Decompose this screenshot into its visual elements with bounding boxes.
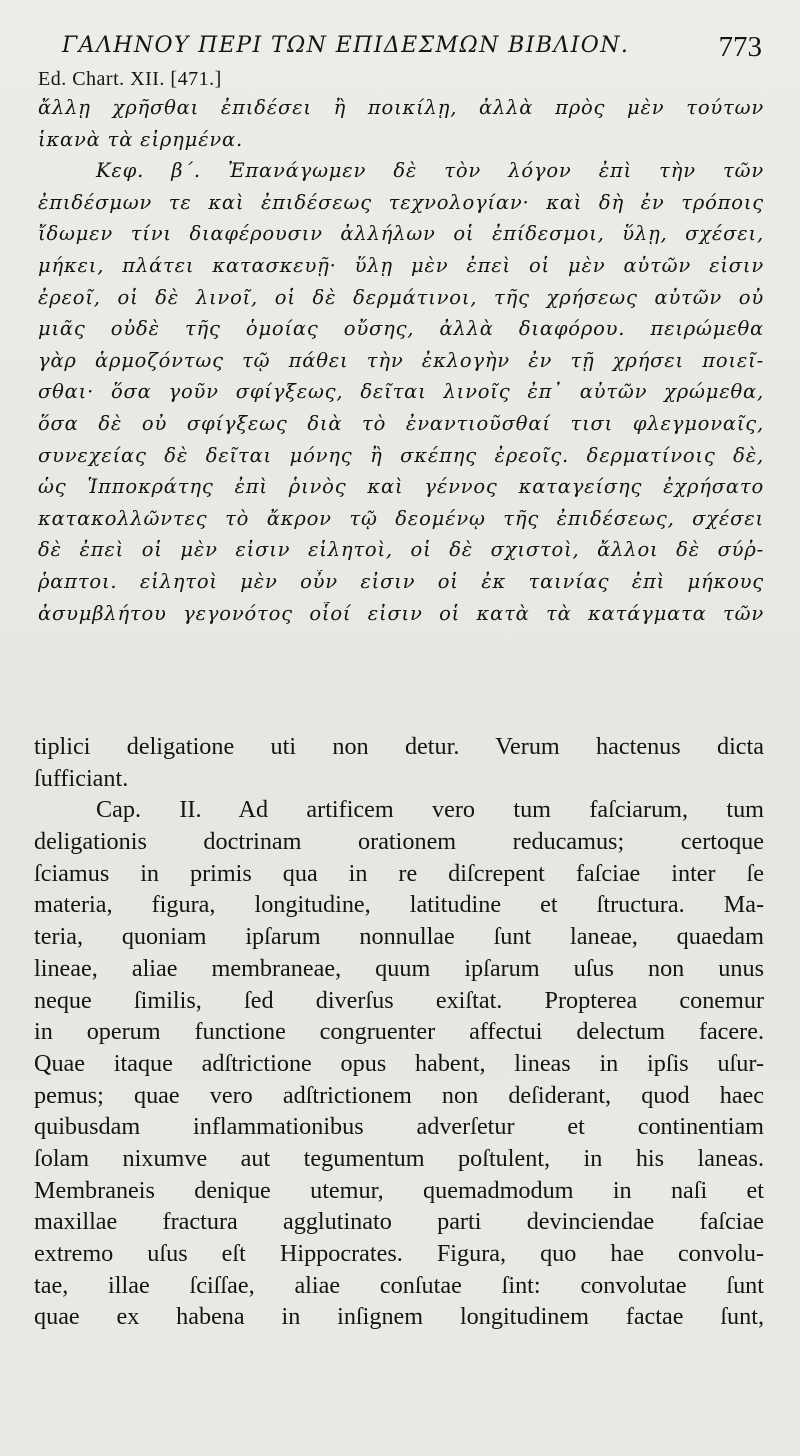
latin-line: tae, illae ſciſſae, aliae conſutae ſint: convolutae ſunt: [34, 1271, 764, 1299]
running-title: ΓΑΛΗΝΟΥ ΠΕΡΙ ΤΩΝ ΕΠΙΔΕΣΜΩΝ ΒΙΒΛΙΟΝ.: [62, 33, 630, 58]
greek-line: ἱκανὰ τὰ εἰρημένα.: [38, 127, 243, 151]
latin-line: lineae, aliae membraneae, quum ipſarum uſus non unus: [34, 954, 764, 982]
page-number: 773: [718, 31, 762, 63]
latin-line: quae ex habena in inſignem longitudinem factae ſunt,: [34, 1303, 764, 1331]
latin-line: Quae itaque adſtrictione opus habent, lineas in ipſis uſur-: [34, 1049, 764, 1077]
latin-line: tiplici deligatione uti non detur. Verum hactenus dicta: [34, 733, 764, 760]
latin-line: ſolam nixumve aut tegumentum poſtulent, in his laneas.: [34, 1144, 764, 1172]
latin-line: ſciamus in primis qua in re diſcrepent faſciae inter ſe: [34, 859, 764, 887]
greek-line: ῥαπτοι. εἱλητοὶ μὲν οὖν εἰσιν οἱ ἐκ ταινίας ἐπὶ μήκους: [38, 569, 764, 593]
greek-chapter-heading-line: Κεφ. β΄. Ἐπανάγωμεν δὲ τὸν λόγον ἐπὶ τὴν τῶν: [96, 159, 764, 183]
latin-line: materia, figura, longitudine, latitudine et ſtructura. Ma-: [34, 891, 764, 919]
greek-line: ἐπιδέσμων τε καὶ ἐπιδέσεως τεχνολογίαν· καὶ δὴ ἐν τρόποις: [38, 190, 764, 214]
latin-line: extremo uſus eſt Hippocrates. Figura, quo hae convolu-: [34, 1240, 764, 1267]
greek-line: μήκει, πλάτει κατασκευῇ· ὕλῃ μὲν ἐπεὶ οἱ μὲν αὐτῶν εἰσιν: [38, 253, 764, 277]
latin-line: in operum functione congruenter affectui delectum facere.: [34, 1018, 764, 1046]
latin-line: Membraneis denique utemur, quemadmodum in naſi et: [34, 1176, 764, 1204]
latin-line: neque ſimilis, ſed diverſus exiſtat. Propterea conemur: [34, 986, 764, 1014]
greek-line: συνεχείας δὲ δεῖται μόνης ἢ σκέπης ἐρεοῖς. δερματίνοις δὲ,: [38, 443, 764, 467]
greek-line: ἴδωμεν τίνι διαφέρουσιν ἀλλήλων οἱ ἐπίδεσμοι, ὕλῃ, σχέσει,: [38, 222, 764, 246]
latin-line: quibusdam inflammationibus adverſetur et continentiam: [34, 1113, 764, 1141]
greek-line: κατακολλῶντες τὸ ἄκρον τῷ δεομένῳ τῆς ἐπιδέσεως, σχέσει: [38, 506, 764, 530]
greek-line: σθαι· ὅσα γοῦν σφίγξεως, δεῖται λινοῖς ἐπ᾽ αὐτῶν χρώμεθα,: [38, 380, 764, 404]
latin-line: teria, quoniam ipſarum nonnullae ſunt laneae, quaedam: [34, 923, 764, 951]
edition-reference: Ed. Chart. XII. [471.]: [38, 68, 222, 90]
latin-line: maxillae fractura agglutinato parti devinciendae faſciae: [34, 1208, 764, 1236]
page-header: [62, 33, 764, 69]
greek-line: ἀσυμβλήτου γεγονότος οἷοί εἰσιν οἱ κατὰ τὰ κατάγματα τῶν: [38, 601, 764, 625]
latin-line: deligationis doctrinam orationem reducamus; certoque: [34, 828, 764, 856]
greek-line: ἄλλῃ χρῆσθαι ἐπιδέσει ἢ ποικίλῃ, ἀλλὰ πρὸς μὲν τούτων: [38, 96, 764, 119]
latin-text-block: [34, 733, 764, 1335]
latin-line: pemus; quae vero adſtrictionem non deſiderant, quod haec: [34, 1081, 764, 1109]
greek-line: γὰρ ἁρμοζόντως τῷ πάθει τὴν ἐκλογὴν ἐν τῇ χρήσει ποιεῖ-: [38, 348, 764, 372]
latin-chapter-heading-line: Cap. II. Ad artificem vero tum faſciarum, tum: [96, 796, 764, 824]
greek-line: ὡς Ἱπποκράτης ἐπὶ ῥινὸς καὶ γέννος καταγείσης ἐχρήσατο: [38, 475, 764, 499]
greek-line: μιᾶς οὐδὲ τῆς ὁμοίας οὔσης, ἀλλὰ διαφόρου. πειρώμεθα: [38, 317, 764, 341]
latin-line: ſufficiant.: [34, 764, 129, 792]
greek-text-block: [38, 68, 764, 633]
greek-line: δὲ ἐπεὶ οἱ μὲν εἰσιν εἱλητοὶ, οἱ δὲ σχιστοὶ, ἄλλοι δὲ σύῤ-: [38, 538, 764, 562]
greek-line: ἐρεοῖ, οἱ δὲ λινοῖ, οἱ δὲ δερμάτινοι, τῆς χρήσεως αὐτῶν οὐ: [38, 285, 764, 309]
greek-line: ὅσα δὲ οὐ σφίγξεως διὰ τὸ ἐναντιοῦσθαί τισι φλεγμοναῖς,: [38, 411, 764, 435]
